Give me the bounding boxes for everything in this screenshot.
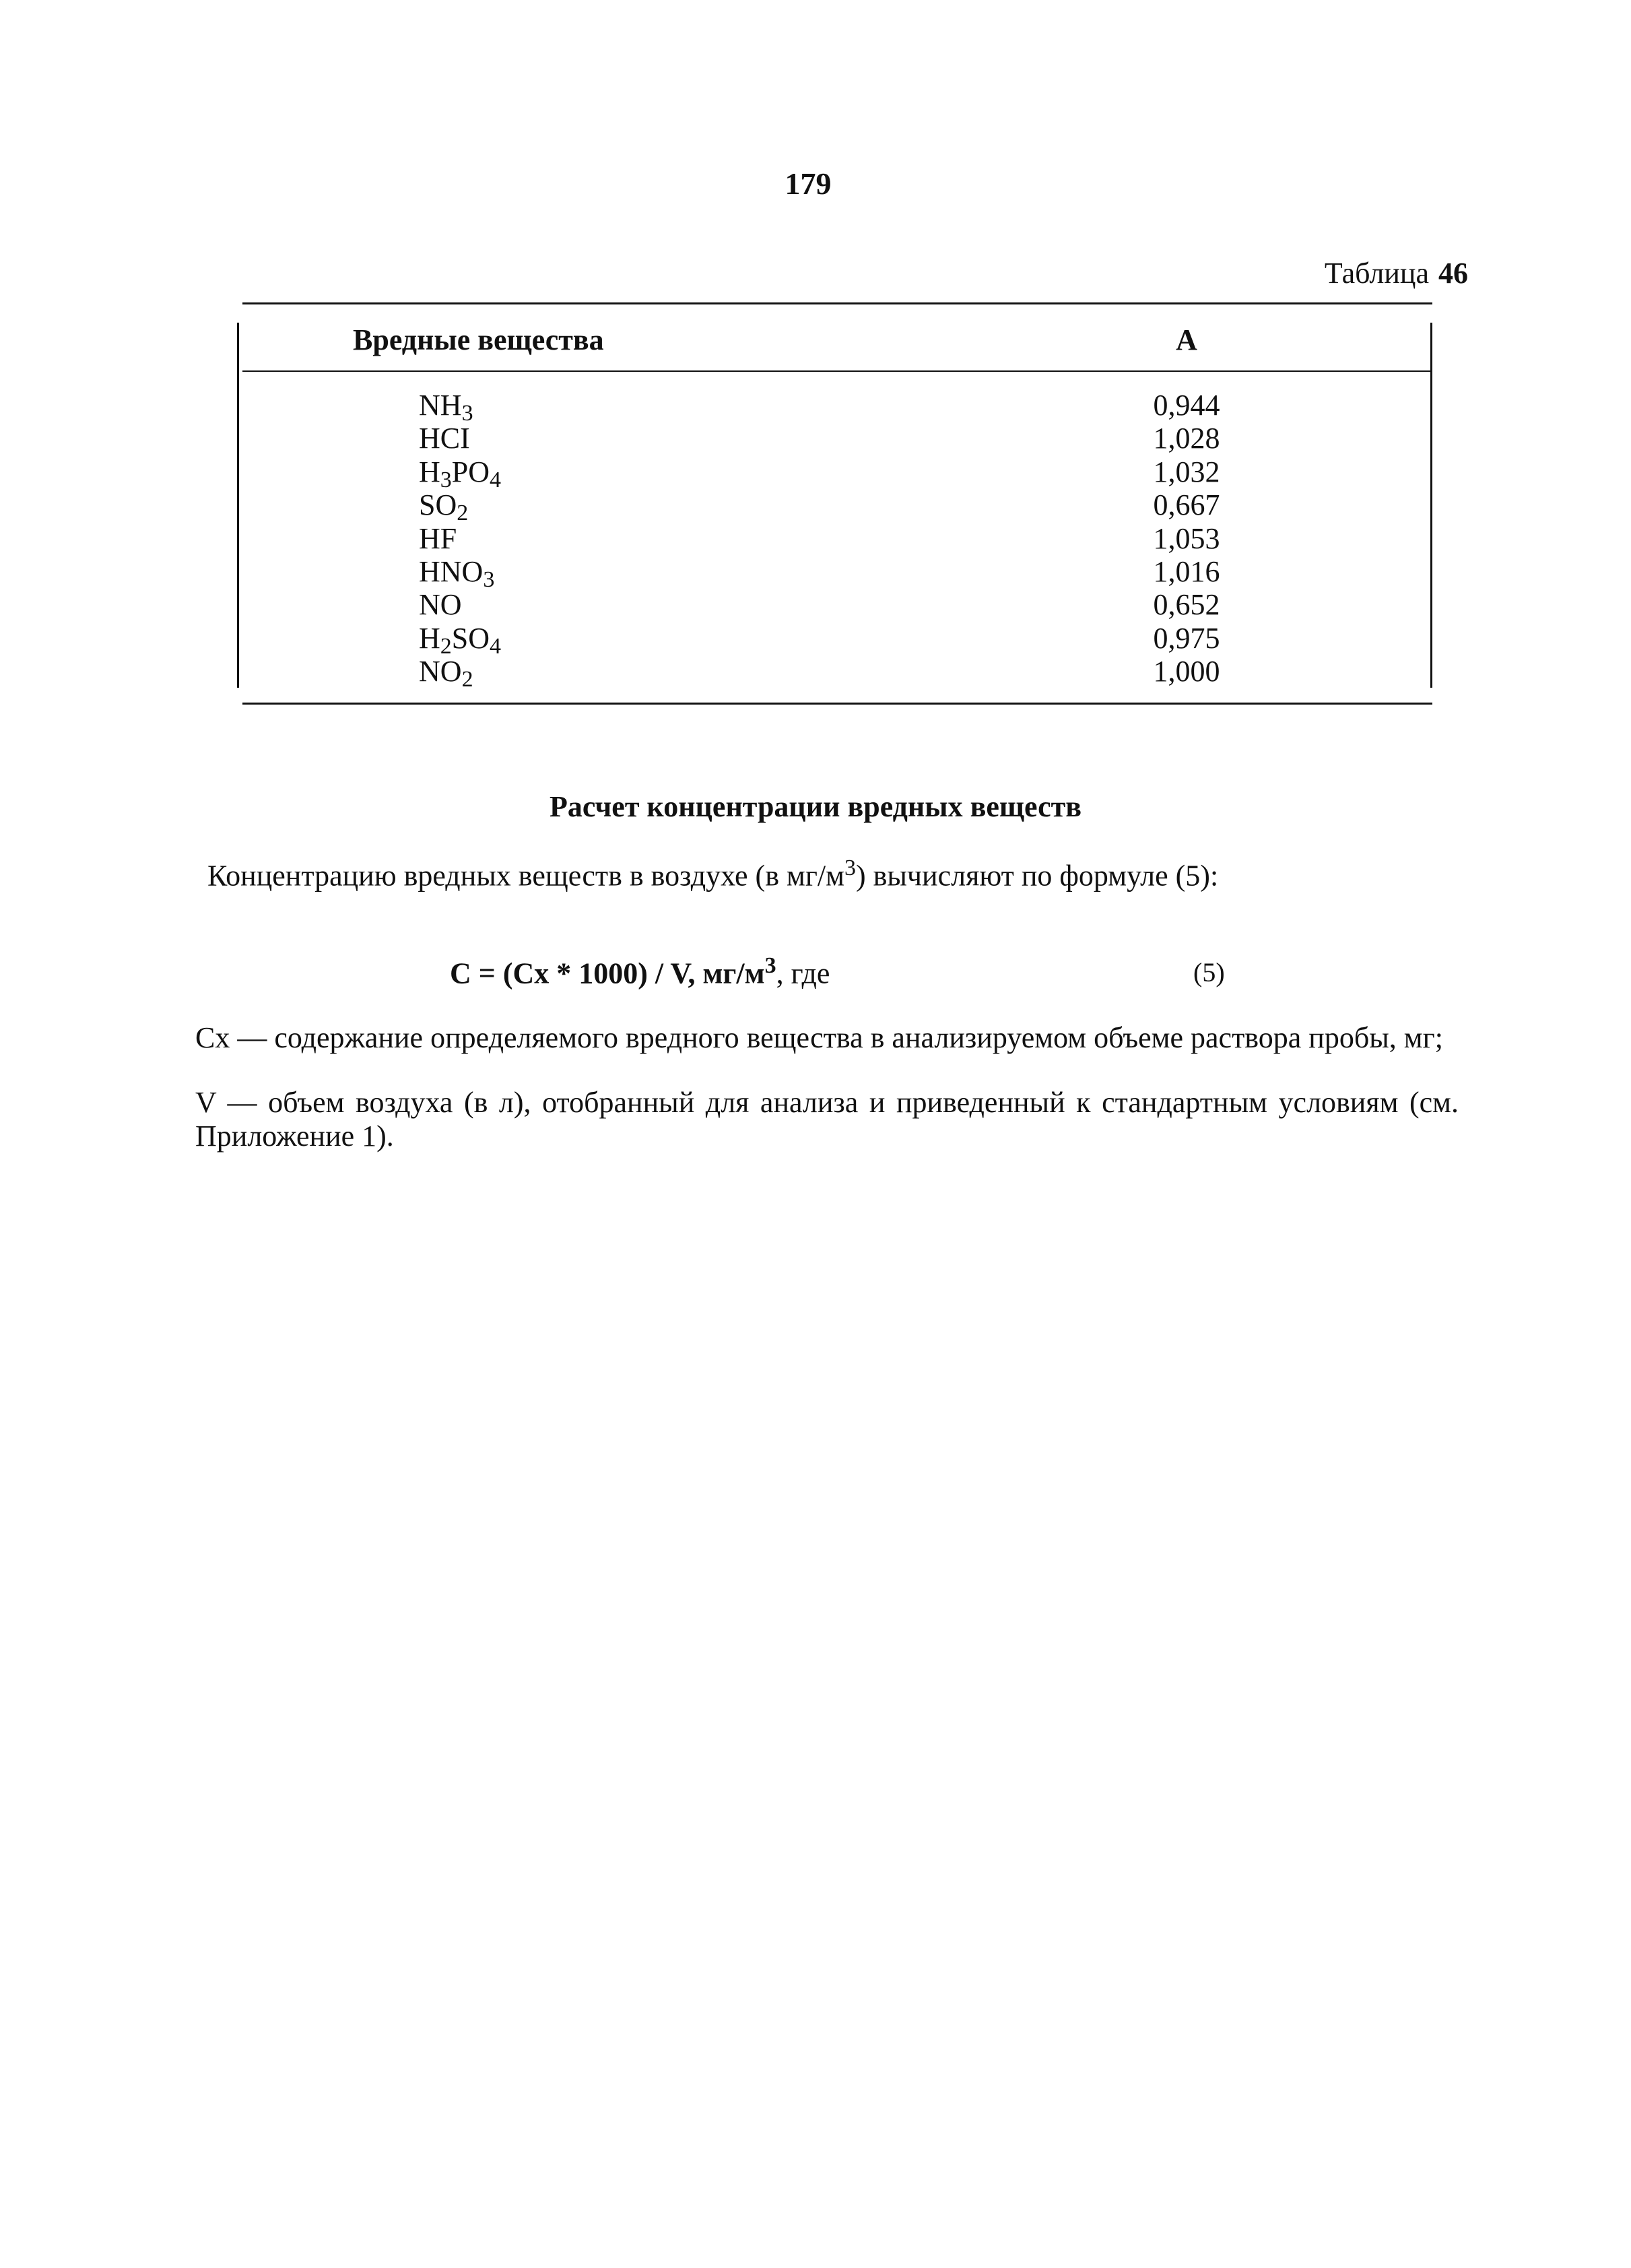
value-cell: 0,667 <box>1153 488 1220 522</box>
definition-v: V — объем воздуха (в л), отобранный для анализа и приведенный к стандартным условиям (см. Приложение 1). <box>195 1086 1459 1153</box>
substance-cell: $H_3PO_4$ <box>419 455 502 492</box>
table-row <box>237 389 1432 426</box>
definition-cx: Cx — содержание определяемого вредного вещества в анализируемом объеме раствора пробы, мг; <box>195 1021 1443 1054</box>
substance-cell: NO <box>419 588 462 622</box>
value-cell: 0,652 <box>1153 588 1220 622</box>
value-cell: 0,944 <box>1153 389 1220 422</box>
table-top-rule <box>242 302 1432 304</box>
table-row <box>237 488 1432 526</box>
formula: C = (Cx * 1000) / V, $мг/м^3$, где <box>450 953 830 990</box>
substances-table <box>237 302 1432 705</box>
table-row <box>237 422 1432 455</box>
column-header-value: A <box>1176 323 1197 356</box>
table-row <box>237 554 1432 592</box>
value-cell: 0,975 <box>1153 621 1220 655</box>
table-row <box>237 655 1432 692</box>
formula-number: (5) <box>1193 957 1225 987</box>
intro-paragraph: Концентрацию вредных веществ в воздухе (в $мг/м^3$) вычисляют по формуле (5): <box>207 855 1219 893</box>
value-cell: 1,032 <box>1153 455 1220 488</box>
substance-cell: $HNO_3$ <box>419 554 495 592</box>
substance-cell: $NH_3$ <box>419 389 473 426</box>
value-cell: 1,000 <box>1153 655 1220 688</box>
substance-cell: $NO_2$ <box>419 655 473 692</box>
table-row <box>237 455 1432 492</box>
table-caption <box>1279 256 1468 290</box>
table-row <box>237 621 1432 659</box>
table-header-rule <box>242 370 1432 372</box>
section-title: Расчет концентрации вредных веществ <box>549 790 1082 823</box>
page-number: 179 <box>785 166 832 201</box>
table-body <box>237 389 1432 692</box>
substance-cell: $H_2SO_4$ <box>419 621 502 659</box>
substance-cell: HCI <box>419 422 470 455</box>
substance-cell: $SO_2$ <box>419 488 469 526</box>
column-header-substance: Вредные вещества <box>353 323 604 356</box>
value-cell: 1,028 <box>1153 422 1220 455</box>
table-row <box>237 588 1432 621</box>
value-cell: 1,016 <box>1153 554 1220 588</box>
table-row <box>237 522 1432 555</box>
substance-cell: HF <box>419 521 457 555</box>
value-cell: 1,053 <box>1153 521 1220 555</box>
table-bottom-rule <box>242 703 1432 705</box>
table-caption-label: Таблица <box>1324 257 1429 290</box>
table-caption-number: 46 <box>1438 257 1468 290</box>
